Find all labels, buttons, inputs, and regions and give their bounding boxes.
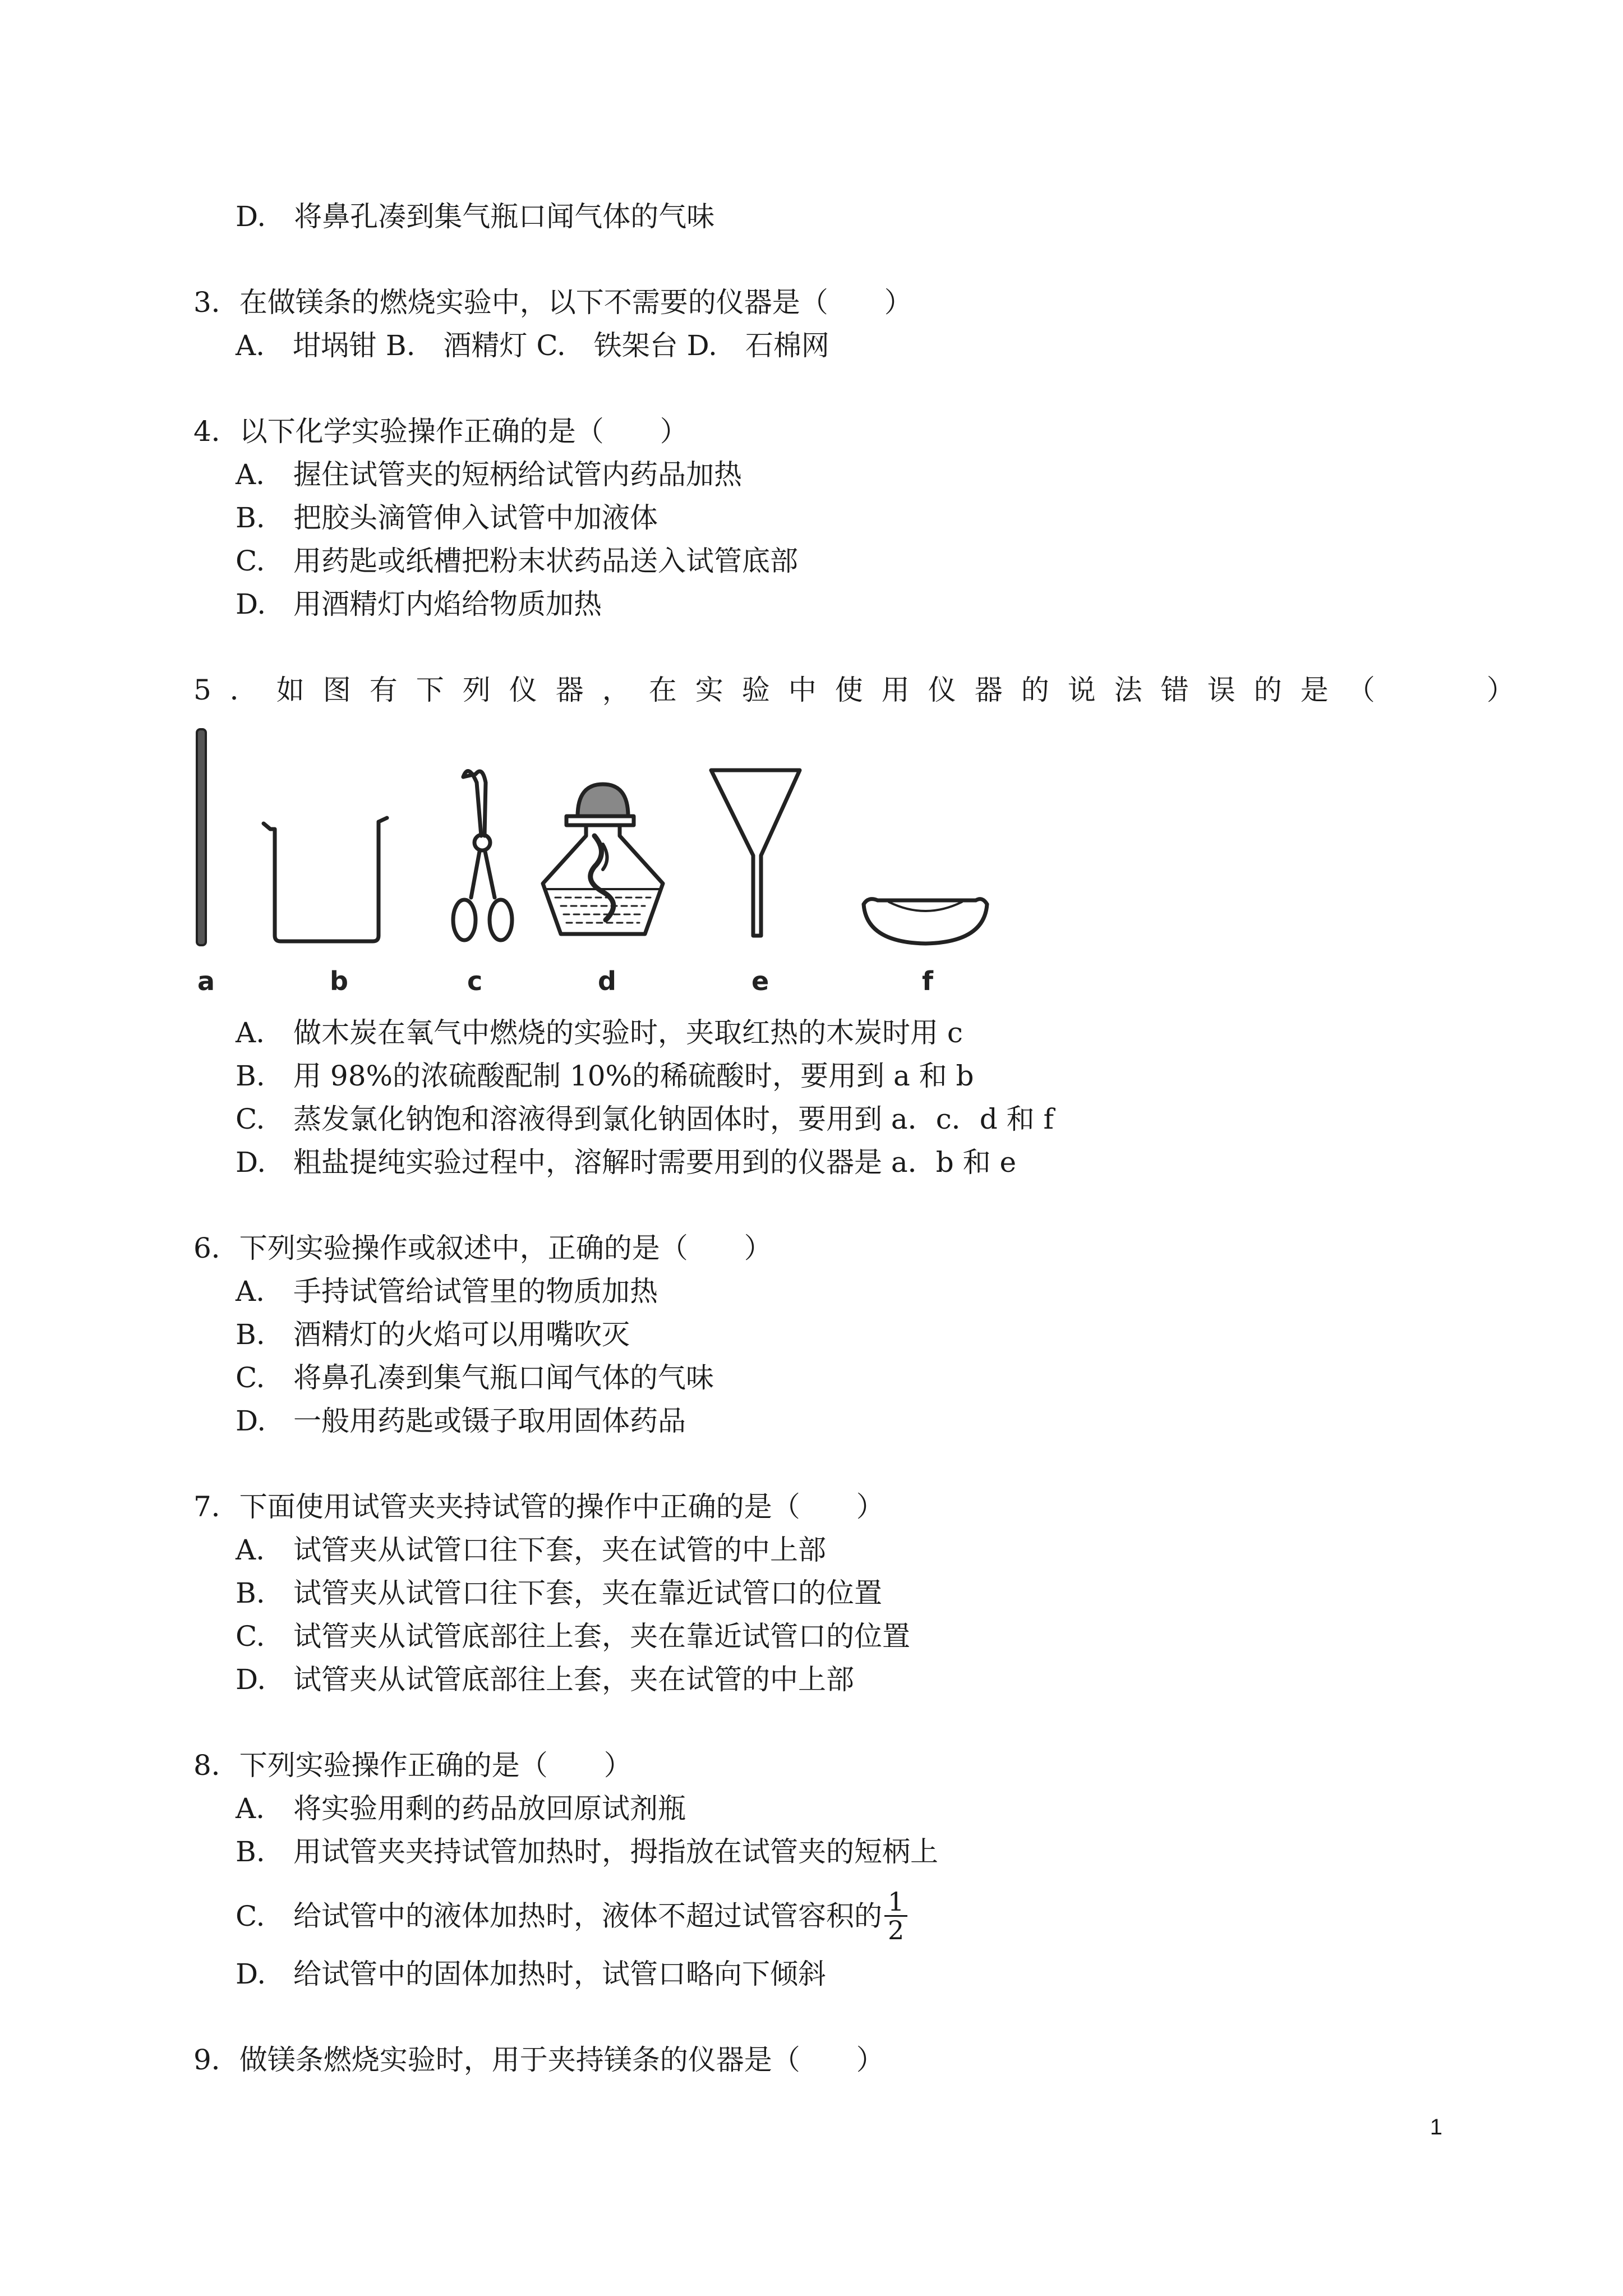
q9-stem: 9．做镁条燃烧实验时，用于夹持镁条的仪器是（ ） (193, 2044, 884, 2076)
q5-stem: 5．如图有下列仪器，在实验中使用仪器的说法错误的是（ ） (193, 674, 1533, 706)
funnel-icon (711, 770, 800, 936)
q7-option-a: A. 试管夹从试管口往下套，夹在试管的中上部 (236, 1534, 826, 1566)
q4-option-b: B. 把胶头滴管伸入试管中加液体 (236, 501, 658, 534)
q6-option-c: C. 将鼻孔凑到集气瓶口闻气体的气味 (236, 1361, 714, 1394)
q6-option-d: D. 一般用药匙或镊子取用固体药品 (236, 1405, 686, 1437)
q4-option-c: C. 用药匙或纸槽把粉末状药品送入试管底部 (236, 545, 798, 577)
figure-label-c: c (467, 966, 483, 996)
q4-option-a: A. 握住试管夹的短柄给试管内药品加热 (236, 458, 742, 491)
fraction-one-half: $\frac{1}{2}$ (884, 1888, 907, 1944)
crucible-tongs-icon (453, 771, 512, 940)
figure-label-b: b (330, 966, 348, 996)
q8-option-c: C. 给试管中的液体加热时，液体不超过试管容积的 $\frac{1}{2}$ (236, 1890, 907, 1946)
q7-option-c: C. 试管夹从试管底部往上套，夹在靠近试管口的位置 (236, 1620, 910, 1653)
figure-label-a: a (197, 966, 215, 996)
q7-stem: 7．下面使用试管夹夹持试管的操作中正确的是（ ） (193, 1490, 884, 1523)
q7-option-d: D. 试管夹从试管底部往上套，夹在试管的中上部 (236, 1663, 854, 1696)
q6-stem: 6．下列实验操作或叙述中，正确的是（ ） (193, 1232, 772, 1264)
glass-rod-icon (197, 729, 206, 945)
page-number: 1 (1430, 2115, 1442, 2139)
beaker-icon (264, 818, 387, 941)
alcohol-lamp-icon (543, 784, 663, 934)
q6-option-a: A. 手持试管给试管里的物质加热 (236, 1275, 658, 1308)
q8-stem: 8．下列实验操作正确的是（ ） (193, 1749, 632, 1782)
q2-option-d: D. 将鼻孔凑到集气瓶口闻气体的气味 (236, 200, 715, 233)
q8-option-a: A. 将实验用剩的药品放回原试剂瓶 (236, 1792, 686, 1825)
figure-label-d: d (598, 966, 616, 996)
q5-option-d: D. 粗盐提纯实验过程中，溶解时需要用到的仪器是 a．b 和 e (236, 1146, 1017, 1179)
q5-option-b: B. 用 98%的浓硫酸配制 10%的稀硫酸时，要用到 a 和 b (236, 1060, 974, 1092)
q4-stem: 4．以下化学实验操作正确的是（ ） (193, 415, 688, 448)
q7-option-b: B. 试管夹从试管口往下套，夹在靠近试管口的位置 (236, 1577, 882, 1609)
q6-option-b: B. 酒精灯的火焰可以用嘴吹灭 (236, 1318, 630, 1351)
q5-option-c: C. 蒸发氯化钠饱和溶液得到氯化钠固体时，要用到 a．c．d 和 f (236, 1103, 1054, 1135)
q3-stem: 3．在做镁条的燃烧实验中，以下不需要的仪器是（ ） (193, 286, 912, 319)
figure-label-f: f (922, 966, 934, 996)
q8-option-d: D. 给试管中的固体加热时，试管口略向下倾斜 (236, 1958, 826, 1990)
q5-option-a: A. 做木炭在氧气中燃烧的实验时，夹取红热的木炭时用 c (236, 1016, 963, 1049)
evaporating-dish-icon (864, 899, 987, 944)
q8-option-b: B. 用试管夹夹持试管加热时，拇指放在试管夹的短柄上 (236, 1835, 938, 1868)
q3-options: A. 坩埚钳 B. 酒精灯 C. 铁架台 D. 石棉网 (236, 329, 829, 362)
figure-label-e: e (751, 966, 769, 996)
apparatus-figure (0, 0, 1623, 1010)
q4-option-d: D. 用酒精灯内焰给物质加热 (236, 588, 602, 620)
